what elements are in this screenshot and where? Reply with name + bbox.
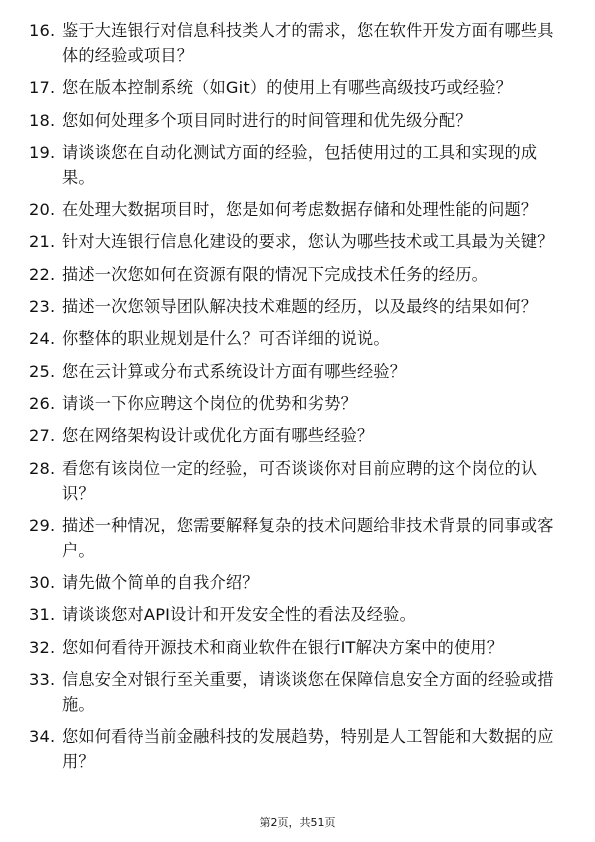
question-number: 34. — [29, 727, 56, 747]
question-number: 25. — [29, 361, 56, 381]
question-number: 18. — [29, 110, 56, 130]
question-number: 21. — [29, 232, 56, 252]
question-text: 请谈谈您在自动化测试方面的经验，包括使用过的工具和实现的成果。 — [62, 142, 538, 187]
question-text: 您在云计算或分布式系统设计方面有哪些经验？ — [62, 361, 407, 381]
question-number: 19. — [29, 142, 56, 162]
question-number: 22. — [29, 264, 56, 284]
question-number: 27. — [29, 426, 56, 446]
list-item — [0, 197, 595, 222]
list-item — [0, 294, 595, 319]
question-text: 描述一次您如何在资源有限的情况下完成技术任务的经历。 — [62, 264, 489, 284]
page-footer: 第2页，共51页 — [259, 816, 336, 829]
question-text: 描述一次您领导团队解决技术难题的经历，以及最终的结果如何？ — [62, 297, 538, 317]
question-text: 鉴于大连银行对信息科技类人才的需求，您在软件开发方面有哪些具体的经验或项目？ — [62, 21, 554, 65]
question-text: 信息安全对银行至关重要，请谈谈您在保障信息安全方面的经验或措施。 — [62, 670, 554, 715]
list-item — [0, 635, 595, 660]
question-text: 请先做个简单的自我介绍？ — [62, 573, 259, 593]
question-text: 请谈一下你应聘这个岗位的优势和劣势？ — [62, 393, 357, 413]
question-number: 16. — [29, 21, 56, 40]
question-number: 23. — [29, 297, 56, 317]
question-text: 看您有该岗位一定的经验，可否谈谈你对目前应聘的这个岗位的认识？ — [62, 458, 538, 503]
question-number: 33. — [29, 670, 56, 690]
list-item — [0, 724, 595, 774]
question-text: 针对大连银行信息化建设的要求，您认为哪些技术或工具最为关键？ — [62, 232, 554, 252]
list-item — [0, 456, 595, 506]
list-item — [0, 602, 595, 627]
list-item — [0, 359, 595, 384]
list-item — [0, 513, 595, 563]
list-item — [0, 18, 595, 68]
question-text: 您如何处理多个项目同时进行的时间管理和优先级分配？ — [62, 110, 472, 130]
question-text: 您如何看待当前金融科技的发展趋势，特别是人工智能和大数据的应用？ — [62, 727, 554, 772]
question-number: 32. — [29, 637, 56, 657]
list-item — [0, 75, 595, 100]
list-item — [0, 570, 595, 595]
list-item — [0, 423, 595, 448]
question-number: 29. — [29, 515, 56, 535]
question-text: 您如何看待开源技术和商业软件在银行IT解决方案中的使用？ — [62, 637, 504, 657]
question-number: 24. — [29, 329, 56, 349]
list-item — [0, 391, 595, 416]
question-number: 26. — [29, 393, 56, 413]
question-text: 你整体的职业规划是什么？可否详细的说说。 — [62, 329, 390, 349]
list-item — [0, 667, 595, 717]
question-number: 17. — [29, 78, 56, 98]
question-number: 28. — [29, 458, 56, 478]
list-item — [0, 108, 595, 133]
list-item — [0, 140, 595, 190]
question-text: 描述一种情况，您需要解释复杂的技术问题给非技术背景的同事或客户。 — [62, 515, 554, 560]
list-item — [0, 326, 595, 351]
question-text: 您在版本控制系统（如Git）的使用上有哪些高级技巧或经验？ — [62, 78, 513, 98]
question-number: 20. — [29, 200, 56, 220]
question-number: 31. — [29, 605, 56, 625]
question-list — [0, 18, 595, 782]
question-text: 请谈谈您对API设计和开发安全性的看法及经验。 — [62, 605, 416, 625]
question-text: 在处理大数据项目时，您是如何考虑数据存储和处理性能的问题？ — [62, 200, 538, 220]
question-number: 30. — [29, 573, 56, 593]
list-item — [0, 262, 595, 287]
list-item — [0, 229, 595, 254]
question-text: 您在网络架构设计或优化方面有哪些经验？ — [62, 426, 374, 446]
